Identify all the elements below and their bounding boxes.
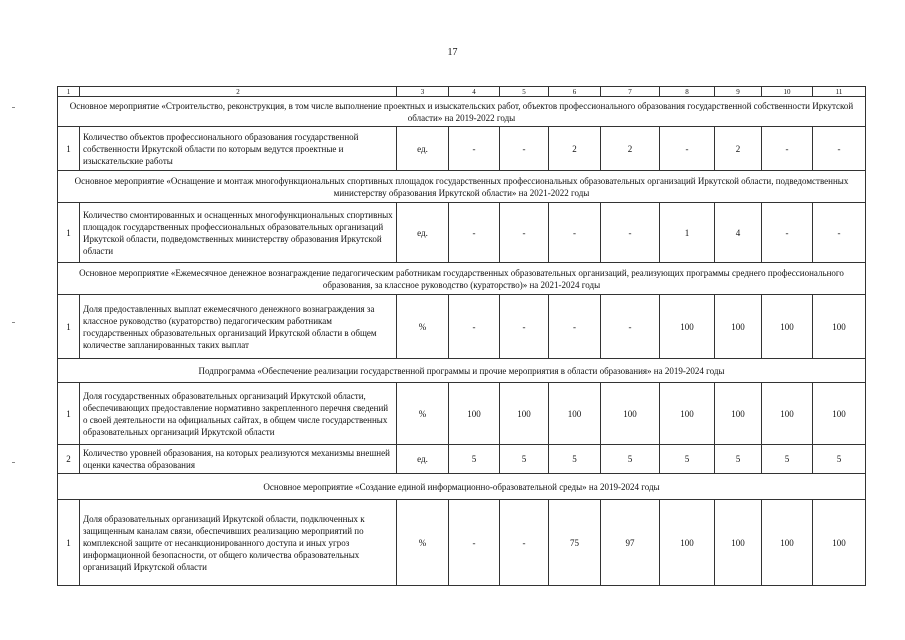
section-row [58,263,866,295]
section-title: Основное мероприятие «Строительство, реконструкция, в том числе выполнение проектных и изыскательских работ, объектов профессионального образования государственной собственности Иркутской области» на 2019-2022 годы [58,97,866,127]
value-cell: 100 [660,500,715,586]
unit-cell: ед. [397,203,449,263]
value-cell: 100 [715,383,762,445]
value-cell: 100 [660,295,715,359]
value-cell: 100 [762,500,813,586]
section-title: Основное мероприятие «Оснащение и монтаж многофункциональных спортивных площадок государственных профессиональных образовательных организаций Иркутской области, подведомственных министерству образования Иркутской области» на 2021-2022 годы [58,171,866,203]
value-cell: - [449,295,500,359]
value-cell: - [500,203,549,263]
section-title: Подпрограмма «Обеспечение реализации государственной программы и прочие мероприятия в области образования» на 2019-2024 годы [58,359,866,383]
value-cell: 100 [762,383,813,445]
table-row [58,127,866,171]
indicator-name: Количество уровней образования, на которых реализуются механизмы внешней оценки качества образования [80,445,397,474]
value-cell: - [549,203,601,263]
value-cell: 5 [449,445,500,474]
indicator-name: Доля предоставленных выплат ежемесячного денежного вознаграждения за классное руководство (кураторство) педагогическим работникам государственных образовательных организаций Иркутской области в общем количестве запланированных таких выплат [80,295,397,359]
value-cell: - [500,127,549,171]
unit-cell: ед. [397,445,449,474]
header-cell: 5 [500,87,549,97]
value-cell: 97 [601,500,660,586]
margin-mark [12,322,15,323]
header-cell: 6 [549,87,601,97]
header-cell: 7 [601,87,660,97]
header-cell: 10 [762,87,813,97]
header-cell: 4 [449,87,500,97]
value-cell: 1 [660,203,715,263]
value-cell: 5 [660,445,715,474]
value-cell: 5 [601,445,660,474]
value-cell: - [813,127,866,171]
value-cell: 100 [762,295,813,359]
page-number: 17 [447,47,458,58]
table-row [58,203,866,263]
value-cell: - [601,295,660,359]
value-cell: - [762,203,813,263]
value-cell: - [449,127,500,171]
header-cell: 11 [813,87,866,97]
table-row [58,383,866,445]
value-cell: 2 [601,127,660,171]
indicator-name: Количество смонтированных и оснащенных многофункциональных спортивных площадок государственных профессиональных образовательных организаций Иркутской области, подведомственных министерству образования Иркутской области [80,203,397,263]
value-cell: 5 [762,445,813,474]
value-cell: 5 [813,445,866,474]
value-cell: 100 [449,383,500,445]
table-body [58,87,866,586]
table-row [58,500,866,586]
unit-cell: % [397,500,449,586]
section-title: Основное мероприятие «Ежемесячное денежное вознаграждение педагогическим работникам государственных образовательных организаций, реализующих программы среднего профессионального образования, за классное руководство (кураторство)» на 2021-2024 годы [58,263,866,295]
row-number: 1 [58,500,80,586]
margin-mark [12,462,15,463]
unit-cell: ед. [397,127,449,171]
value-cell: - [449,500,500,586]
value-cell: 100 [500,383,549,445]
value-cell: 100 [813,383,866,445]
value-cell: - [449,203,500,263]
value-cell: 100 [660,383,715,445]
table-row [58,445,866,474]
indicator-name: Доля образовательных организаций Иркутской области, подключенных к защищенным каналам связи, обеспечивших реализацию мероприятий по комплексной защите от несанкционированного доступа и иных угроз информационной безопасности, от общего количества образовательных организаций Иркутской области [80,500,397,586]
value-cell: - [500,500,549,586]
value-cell: 5 [549,445,601,474]
value-cell: 5 [500,445,549,474]
value-cell: 100 [813,500,866,586]
margin-mark [12,107,15,108]
row-number: 2 [58,445,80,474]
value-cell: 5 [715,445,762,474]
value-cell: 100 [601,383,660,445]
value-cell: - [660,127,715,171]
section-row [58,97,866,127]
row-number: 1 [58,203,80,263]
value-cell: 100 [549,383,601,445]
row-number: 1 [58,127,80,171]
section-row [58,359,866,383]
value-cell: - [601,203,660,263]
header-row [58,87,866,97]
value-cell: 4 [715,203,762,263]
value-cell: 2 [715,127,762,171]
section-row [58,171,866,203]
indicators-table [57,86,866,586]
value-cell: - [500,295,549,359]
header-cell: 1 [58,87,80,97]
value-cell: 100 [813,295,866,359]
row-number: 1 [58,383,80,445]
value-cell: 100 [715,295,762,359]
header-cell: 9 [715,87,762,97]
unit-cell: % [397,295,449,359]
value-cell: 100 [715,500,762,586]
value-cell: - [813,203,866,263]
indicator-name: Доля государственных образовательных организаций Иркутской области, обеспечивающих предоставление нормативно закрепленного перечня сведений о своей деятельности на официальных сайтах, в общем числе государственных образовательных организаций Иркутской области [80,383,397,445]
header-cell: 8 [660,87,715,97]
table-row [58,295,866,359]
header-cell: 2 [80,87,397,97]
value-cell: - [762,127,813,171]
value-cell: 2 [549,127,601,171]
row-number: 1 [58,295,80,359]
value-cell: 75 [549,500,601,586]
unit-cell: % [397,383,449,445]
value-cell: - [549,295,601,359]
header-cell: 3 [397,87,449,97]
section-row [58,474,866,500]
section-title: Основное мероприятие «Создание единой информационно-образовательной среды» на 2019-2024 годы [58,474,866,500]
indicator-name: Количество объектов профессионального образования государственной собственности Иркутской области по которым ведутся проектные и изыскательские работы [80,127,397,171]
